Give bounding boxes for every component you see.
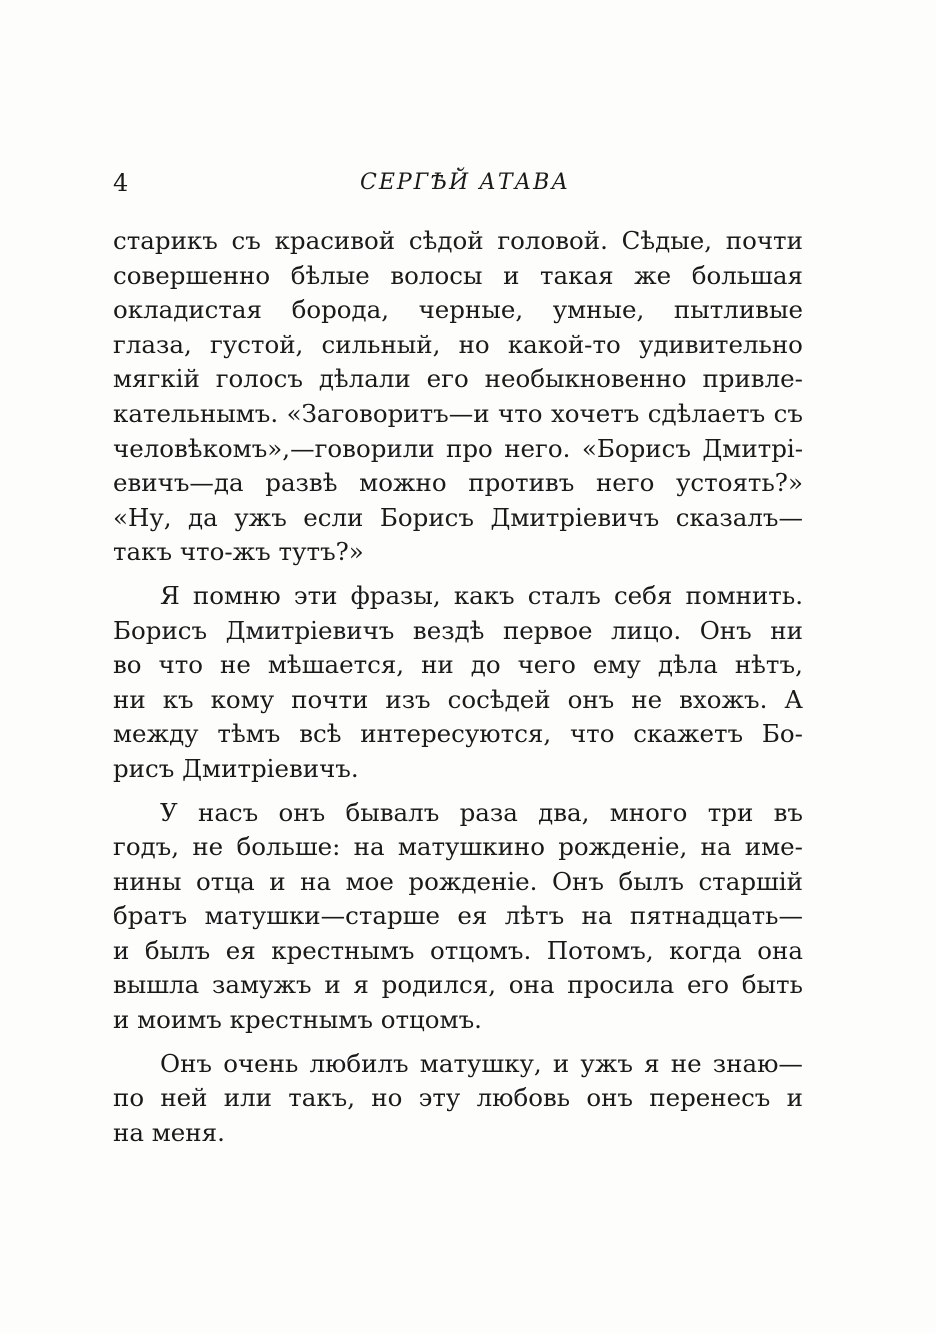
word: сказалъ— (675, 502, 803, 532)
running-title: СЕРГѢЙ АТАВА (359, 170, 571, 195)
word: годъ, (113, 832, 180, 862)
word: матушки—старше (204, 901, 440, 931)
word: име- (744, 832, 803, 862)
text-line (113, 648, 803, 683)
word: эту (418, 1083, 461, 1113)
word: отцомъ. (430, 935, 532, 965)
word: въ (773, 797, 803, 827)
word: дѣлали (318, 364, 411, 394)
word: глаза, (113, 329, 192, 359)
text-line (113, 1047, 803, 1082)
word: рожденіе, (558, 832, 688, 862)
text-line (113, 224, 803, 259)
word: крестнымъ (271, 935, 415, 965)
text-line: и моимъ крестнымъ отцомъ. (113, 1005, 482, 1035)
word: онъ (586, 1083, 633, 1113)
word: интересуются, (360, 719, 552, 749)
word: сильный, (321, 329, 441, 359)
word: она (757, 935, 803, 965)
word: замужъ (212, 970, 312, 1000)
word: ужъ (580, 1048, 633, 1078)
word: больше: (236, 832, 341, 862)
word: сѣдой (408, 226, 484, 255)
word: же (634, 260, 672, 290)
word: между (113, 719, 199, 749)
word: его (426, 364, 469, 394)
word: былъ (618, 866, 684, 896)
word: привле- (702, 364, 803, 394)
word: родился, (381, 970, 497, 1000)
text-line: рисъ Дмитріевичъ. (113, 753, 359, 783)
word: «Заговоритъ—и (286, 398, 490, 428)
word: и (324, 970, 341, 1000)
word: кому (210, 684, 275, 714)
text-line (113, 432, 803, 467)
word: такъ, (288, 1083, 356, 1113)
word: черные, (418, 295, 524, 325)
text-line (113, 717, 803, 752)
word: что (158, 650, 204, 680)
word: братъ (113, 901, 188, 931)
word: такая (539, 260, 614, 290)
word: пятнадцать— (629, 901, 803, 931)
page-number: 4 (113, 169, 129, 197)
text-line (113, 968, 803, 1003)
text-line (113, 328, 803, 363)
word: эти (293, 580, 338, 610)
word: и (786, 1083, 803, 1113)
word: А (784, 684, 803, 714)
word: старшій (698, 866, 803, 896)
text-line (113, 830, 803, 865)
text-line (113, 501, 803, 536)
word: и (113, 935, 130, 965)
word: я (644, 1048, 660, 1078)
word: У (160, 797, 178, 827)
text-line (113, 259, 803, 294)
word: можно (359, 468, 447, 498)
text-line (113, 796, 803, 831)
word: какой-то (507, 329, 621, 359)
word: ни (113, 684, 146, 714)
word: на (300, 866, 332, 896)
word: устоять?» (676, 468, 803, 498)
word: чего (517, 650, 576, 680)
word: рожденіе. (408, 866, 538, 896)
word: сталъ (527, 580, 601, 610)
word: про (446, 433, 493, 463)
text-line: такъ что-жъ тутъ?» (113, 537, 364, 567)
word: ея (225, 935, 256, 965)
word: на (581, 901, 613, 931)
word: Потомъ, (546, 935, 654, 965)
word: она (508, 970, 555, 1000)
word: необыкновенно (484, 364, 687, 394)
word: фразы, (350, 580, 441, 610)
word: человѣкомъ»,—говорили (113, 433, 435, 463)
word: него. (504, 433, 571, 463)
word: него (595, 468, 655, 498)
word: развѣ (265, 468, 338, 498)
word: нины (113, 866, 182, 896)
paragraph (113, 796, 803, 1038)
word: быть (741, 970, 803, 1000)
word: онъ (567, 684, 615, 714)
paragraph (113, 224, 803, 570)
word: не (631, 684, 663, 714)
word: совершенно (113, 260, 271, 290)
word: Дмитріевичъ (490, 502, 660, 532)
word: три (707, 797, 754, 827)
word: ни (770, 615, 803, 645)
word: мое (345, 866, 394, 896)
word: съ (231, 226, 261, 255)
word: красивой (274, 226, 396, 255)
text-line (113, 293, 803, 328)
word: любовь (476, 1083, 571, 1113)
word: не (670, 1048, 702, 1078)
word: «Ну, (113, 502, 172, 532)
word: сдѣлаетъ (647, 398, 766, 428)
word: не (220, 650, 251, 680)
word: два, (538, 797, 590, 827)
text-line (113, 397, 803, 432)
word: Борисъ (379, 502, 474, 532)
word: матушку, (419, 1048, 542, 1078)
word: Я (160, 580, 180, 610)
word: евичъ—да (113, 468, 244, 498)
word: но (458, 329, 490, 359)
word: пытливые (673, 295, 803, 325)
word: насъ (198, 797, 259, 827)
word: вхожъ. (679, 684, 768, 714)
text-line (113, 1081, 803, 1116)
word: вездѣ (412, 615, 485, 645)
text-line (113, 362, 803, 397)
word: на (700, 832, 732, 862)
word: и (503, 260, 520, 290)
text-line (113, 899, 803, 934)
word: изъ (385, 684, 431, 714)
body-text (113, 224, 803, 1150)
word: старикъ (113, 226, 218, 255)
paragraph-gap (113, 570, 803, 579)
word: скажетъ (633, 719, 744, 749)
word: почти (725, 226, 803, 255)
word: Сѣдые, (621, 226, 713, 255)
text-line (113, 683, 803, 718)
word: волосы (390, 260, 483, 290)
word: раза (459, 797, 518, 827)
text-line (113, 466, 803, 501)
paragraph-gap (113, 787, 803, 796)
word: до (470, 650, 501, 680)
word: кательнымъ. (113, 398, 279, 428)
word: помнить. (685, 580, 803, 610)
word: себя (613, 580, 673, 610)
word: Дмитрі- (702, 433, 803, 463)
word: всѣ (299, 719, 342, 749)
word: или (223, 1083, 272, 1113)
word: противъ (468, 468, 575, 498)
word: по (113, 1083, 145, 1113)
word: но (371, 1083, 403, 1113)
word: ужъ (234, 502, 287, 532)
word: перенесъ (649, 1083, 771, 1113)
word: любилъ (309, 1048, 409, 1078)
word: просила (567, 970, 675, 1000)
word: ему (592, 650, 641, 680)
word: его (686, 970, 730, 1000)
word: густой, (209, 329, 304, 359)
word: очень (223, 1048, 299, 1078)
word: Борисъ (113, 615, 208, 645)
paragraph (113, 1047, 803, 1151)
word: если (303, 502, 364, 532)
word: хочетъ (550, 398, 640, 428)
text-line (113, 614, 803, 649)
word: мягкій (113, 364, 200, 394)
word: какъ (453, 580, 515, 610)
text-line (113, 579, 803, 614)
word: большая (691, 260, 803, 290)
word: что (569, 719, 615, 749)
word: голосъ (215, 364, 303, 394)
word: Дмитріевичъ (225, 615, 395, 645)
word: и (552, 1048, 570, 1078)
word: Онъ (699, 615, 752, 645)
word: съ (773, 398, 803, 428)
word: матушкино (397, 832, 545, 862)
word: онъ (278, 797, 326, 827)
word: мѣшается, (267, 650, 405, 680)
word: почти (291, 684, 369, 714)
word: удивительно (638, 329, 803, 359)
text-line: на меня. (113, 1117, 225, 1147)
word: бѣлые (290, 260, 370, 290)
text-line (113, 934, 803, 969)
word: помню (192, 580, 281, 610)
word: Онъ (160, 1048, 213, 1078)
word: во (113, 650, 142, 680)
word: много (609, 797, 688, 827)
word: къ (162, 684, 194, 714)
word: лицо. (611, 615, 682, 645)
word: Онъ (551, 866, 604, 896)
word: окладистая (113, 295, 262, 325)
word: сосѣдей (447, 684, 551, 714)
word: бывалъ (345, 797, 440, 827)
word: ни (421, 650, 454, 680)
text-line (113, 865, 803, 900)
word: да (188, 502, 218, 532)
word: «Борисъ (581, 433, 691, 463)
word: лѣтъ (504, 901, 565, 931)
word: что (498, 398, 543, 428)
word: головой. (497, 226, 608, 255)
word: вышла (113, 970, 200, 1000)
word: первое (502, 615, 593, 645)
word: и (269, 866, 286, 896)
word: былъ (144, 935, 211, 965)
word: ней (160, 1083, 208, 1113)
word: борода, (291, 295, 390, 325)
word: не (192, 832, 224, 862)
paragraph-gap (113, 1038, 803, 1047)
word: ея (457, 901, 488, 931)
paragraph (113, 579, 803, 787)
word: знаю— (712, 1048, 803, 1078)
word: когда (669, 935, 742, 965)
word: отца (196, 866, 255, 896)
word: я (353, 970, 369, 1000)
word: дѣла (657, 650, 718, 680)
word: нѣтъ, (734, 650, 803, 680)
word: тѣмъ (217, 719, 281, 749)
word: Бо- (761, 719, 803, 749)
word: на (353, 832, 385, 862)
word: умные, (552, 295, 645, 325)
